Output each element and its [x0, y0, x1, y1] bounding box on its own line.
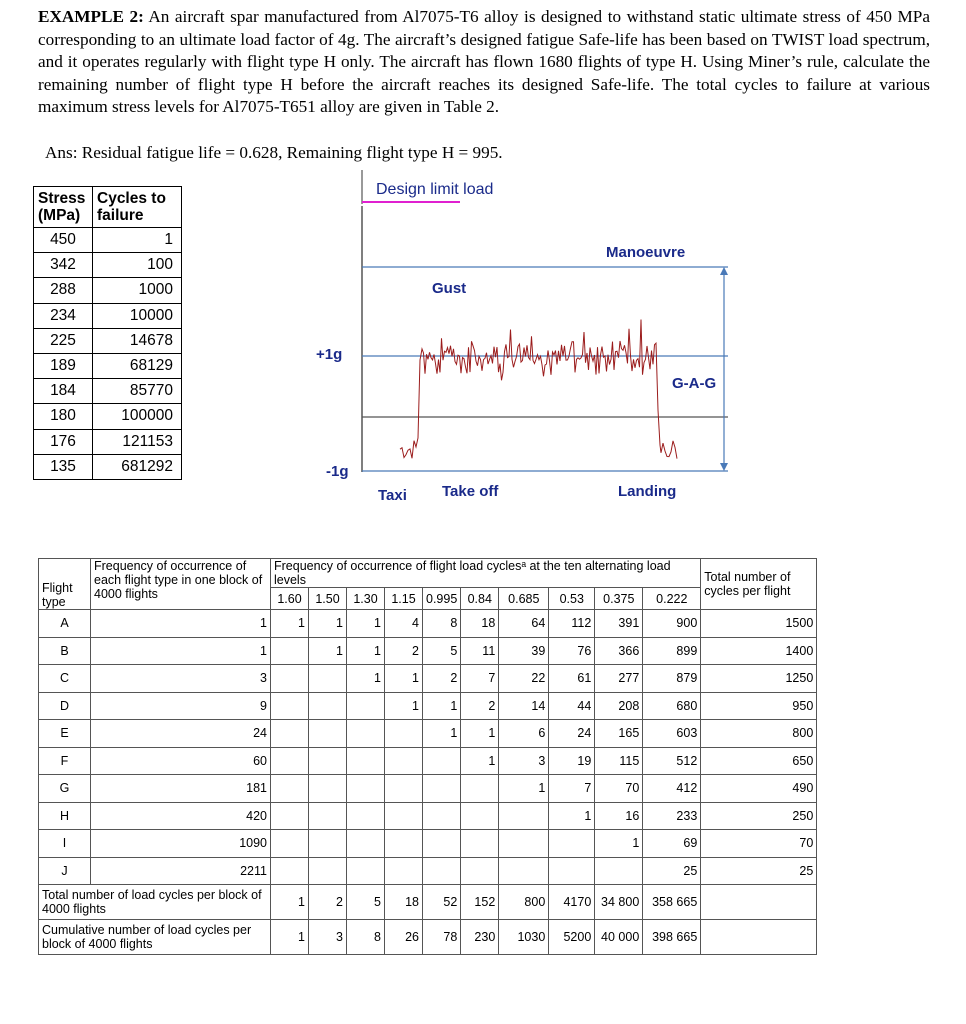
cycle-cell	[423, 747, 461, 775]
plus1g-label: +1g	[316, 346, 343, 363]
total-cell: 250	[701, 802, 817, 830]
cycles-cell: 1	[93, 228, 182, 253]
level-header: 0.995	[423, 588, 461, 610]
totals-row-value: 5	[347, 885, 385, 920]
cycle-cell	[423, 830, 461, 858]
cycle-cell: 879	[643, 665, 701, 693]
level-header: 0.685	[499, 588, 549, 610]
level-header: 1.60	[271, 588, 309, 610]
stress-cell: 176	[34, 429, 93, 454]
answer: Ans: Residual fatigue life = 0.628, Remaining flight type H = 995.	[45, 143, 503, 162]
total-cell: 1400	[701, 637, 817, 665]
cycle-cell	[385, 775, 423, 803]
totals-row-value: 4170	[549, 885, 595, 920]
flight-row	[39, 692, 817, 720]
table-row	[34, 379, 182, 404]
cycle-cell: 115	[595, 747, 643, 775]
totals-row-blank	[701, 885, 817, 920]
cycle-cell: 2	[385, 637, 423, 665]
stress-cell: 450	[34, 228, 93, 253]
totals-row-value: 52	[423, 885, 461, 920]
cycle-cell	[347, 747, 385, 775]
cycles-cell: 10000	[93, 303, 182, 328]
cycle-cell	[549, 830, 595, 858]
stress-cell: 180	[34, 404, 93, 429]
table-row	[34, 303, 182, 328]
frequency-header: Frequency of occurrence of each flight type in one block of 4000 flights	[91, 559, 271, 610]
frequency-cell: 1	[91, 637, 271, 665]
flight-row	[39, 610, 817, 638]
flight-row	[39, 747, 817, 775]
cycles-cell: 85770	[93, 379, 182, 404]
cycle-cell	[385, 802, 423, 830]
cycle-cell	[309, 802, 347, 830]
totals-row-value: 1	[271, 885, 309, 920]
total-cell: 650	[701, 747, 817, 775]
cycles-cell: 100	[93, 253, 182, 278]
cycle-cell: 3	[499, 747, 549, 775]
table-row	[34, 353, 182, 378]
cycle-cell: 277	[595, 665, 643, 693]
cycle-cell: 1	[461, 720, 499, 748]
cycle-cell	[499, 857, 549, 885]
cycles-cell: 100000	[93, 404, 182, 429]
cycle-cell	[271, 775, 309, 803]
twist-body	[39, 559, 817, 955]
cycle-cell: 39	[499, 637, 549, 665]
cycle-cell: 11	[461, 637, 499, 665]
cycle-cell	[385, 747, 423, 775]
stress-cell: 184	[34, 379, 93, 404]
design-limit-label: Design limit load	[376, 181, 494, 198]
table-row	[34, 228, 182, 253]
cycle-cell: 2	[423, 665, 461, 693]
cycle-cell	[347, 692, 385, 720]
levels-header: Frequency of occurrence of flight load cyclesᵃ at the ten alternating load levels	[271, 559, 701, 588]
cycle-cell: 899	[643, 637, 701, 665]
table-2	[33, 186, 182, 480]
cycle-cell: 24	[549, 720, 595, 748]
cycle-cell: 366	[595, 637, 643, 665]
flight-type-cell: G	[39, 775, 91, 803]
gag-arrow-head-top	[720, 267, 728, 275]
cycle-cell	[461, 775, 499, 803]
cycle-cell	[271, 802, 309, 830]
cycle-cell: 4	[385, 610, 423, 638]
cycle-cell: 603	[643, 720, 701, 748]
cycle-cell: 19	[549, 747, 595, 775]
stress-cell: 288	[34, 278, 93, 303]
flight-type-cell: J	[39, 857, 91, 885]
cycle-cell	[347, 802, 385, 830]
cycle-cell: 25	[643, 857, 701, 885]
table-row	[34, 278, 182, 303]
flight-row	[39, 665, 817, 693]
cycle-cell: 1	[309, 610, 347, 638]
cycle-cell	[461, 830, 499, 858]
cumulative-row-value: 26	[385, 920, 423, 955]
cycle-cell: 412	[643, 775, 701, 803]
cycle-cell	[309, 665, 347, 693]
cumulative-row-value: 398 665	[643, 920, 701, 955]
cycle-cell: 1	[461, 747, 499, 775]
cycle-cell: 8	[423, 610, 461, 638]
flight-type-cell: I	[39, 830, 91, 858]
cumulative-row	[39, 920, 817, 955]
cumulative-row-label: Cumulative number of load cycles per block of 4000 flights	[39, 920, 271, 955]
total-cell: 800	[701, 720, 817, 748]
total-cell: 490	[701, 775, 817, 803]
table-row	[34, 253, 182, 278]
frequency-cell: 1	[91, 610, 271, 638]
cumulative-row-value: 3	[309, 920, 347, 955]
cycle-cell	[549, 857, 595, 885]
cycle-cell: 1	[347, 637, 385, 665]
stress-cell: 135	[34, 454, 93, 479]
level-header: 1.15	[385, 588, 423, 610]
level-header: 0.53	[549, 588, 595, 610]
cycle-cell	[309, 857, 347, 885]
flight-type-cell: C	[39, 665, 91, 693]
cycle-cell	[423, 857, 461, 885]
cycle-cell	[309, 720, 347, 748]
frequency-cell: 60	[91, 747, 271, 775]
cycle-cell	[461, 802, 499, 830]
stress-cell: 189	[34, 353, 93, 378]
flight-row	[39, 830, 817, 858]
load-signal	[400, 320, 677, 459]
cycle-cell: 22	[499, 665, 549, 693]
cycle-cell: 1	[499, 775, 549, 803]
cycle-cell: 18	[461, 610, 499, 638]
flight-type-cell: B	[39, 637, 91, 665]
cycle-cell: 1	[385, 665, 423, 693]
cycle-cell	[271, 692, 309, 720]
totals-row-value: 152	[461, 885, 499, 920]
total-cell: 25	[701, 857, 817, 885]
cycle-cell	[271, 857, 309, 885]
cycle-cell	[309, 692, 347, 720]
frequency-cell: 1090	[91, 830, 271, 858]
cycles-cell: 14678	[93, 328, 182, 353]
taxi-label: Taxi	[378, 487, 407, 504]
cycle-cell	[347, 830, 385, 858]
frequency-cell: 24	[91, 720, 271, 748]
table-2-body	[34, 228, 182, 480]
load-spectrum-diagram	[300, 170, 740, 510]
flight-row	[39, 720, 817, 748]
cycle-cell	[385, 857, 423, 885]
total-cell: 1250	[701, 665, 817, 693]
flight-type-cell: E	[39, 720, 91, 748]
cumulative-row-value: 1	[271, 920, 309, 955]
cycle-cell: 1	[309, 637, 347, 665]
table-row	[34, 429, 182, 454]
total-header: Total number of cycles per flight	[701, 559, 817, 610]
stress-header: Stress (MPa)	[34, 187, 93, 228]
level-header: 0.222	[643, 588, 701, 610]
cumulative-row-value: 1030	[499, 920, 549, 955]
cumulative-row-blank	[701, 920, 817, 955]
cycles-cell: 68129	[93, 353, 182, 378]
totals-row-value: 18	[385, 885, 423, 920]
cycle-cell: 16	[595, 802, 643, 830]
totals-row-value: 34 800	[595, 885, 643, 920]
cycle-cell: 1	[595, 830, 643, 858]
cycle-cell: 5	[423, 637, 461, 665]
cycle-cell	[347, 720, 385, 748]
frequency-cell: 2211	[91, 857, 271, 885]
totals-row-value: 2	[309, 885, 347, 920]
cycles-cell: 121153	[93, 429, 182, 454]
cycle-cell: 1	[271, 610, 309, 638]
table-row	[34, 328, 182, 353]
totals-row-value: 800	[499, 885, 549, 920]
total-cell: 950	[701, 692, 817, 720]
frequency-cell: 420	[91, 802, 271, 830]
frequency-cell: 181	[91, 775, 271, 803]
flight-type-header: Flight type	[39, 559, 91, 610]
cycle-cell: 208	[595, 692, 643, 720]
flight-type-cell: F	[39, 747, 91, 775]
cumulative-row-value: 8	[347, 920, 385, 955]
cycle-cell: 1	[423, 720, 461, 748]
total-cell: 1500	[701, 610, 817, 638]
manoeuvre-label: Manoeuvre	[606, 244, 686, 261]
table-row	[34, 404, 182, 429]
cycle-cell	[271, 720, 309, 748]
cycle-cell	[271, 665, 309, 693]
level-header: 1.50	[309, 588, 347, 610]
cycle-cell	[385, 830, 423, 858]
level-header: 0.375	[595, 588, 643, 610]
cycle-cell: 1	[423, 692, 461, 720]
cycle-cell	[347, 857, 385, 885]
cycle-cell: 6	[499, 720, 549, 748]
flight-row	[39, 637, 817, 665]
cycle-cell	[595, 857, 643, 885]
cycle-cell: 512	[643, 747, 701, 775]
cycle-cell	[385, 720, 423, 748]
cycle-cell	[499, 830, 549, 858]
cycle-cell: 680	[643, 692, 701, 720]
stress-cell: 234	[34, 303, 93, 328]
cumulative-row-value: 230	[461, 920, 499, 955]
totals-row-value: 358 665	[643, 885, 701, 920]
frequency-cell: 9	[91, 692, 271, 720]
flight-row	[39, 775, 817, 803]
cycle-cell: 1	[549, 802, 595, 830]
table-row	[34, 454, 182, 479]
example-label: EXAMPLE 2:	[38, 7, 144, 26]
minus1g-label: -1g	[326, 463, 349, 480]
cycle-cell: 165	[595, 720, 643, 748]
level-header: 1.30	[347, 588, 385, 610]
stress-cell: 342	[34, 253, 93, 278]
cycles-cell: 681292	[93, 454, 182, 479]
flight-row	[39, 802, 817, 830]
cycle-cell: 2	[461, 692, 499, 720]
landing-label: Landing	[618, 483, 677, 500]
flight-type-cell: D	[39, 692, 91, 720]
cumulative-row-value: 5200	[549, 920, 595, 955]
totals-row	[39, 885, 817, 920]
cycle-cell: 44	[549, 692, 595, 720]
cycle-cell: 1	[385, 692, 423, 720]
cycle-cell: 7	[549, 775, 595, 803]
cycle-cell	[271, 747, 309, 775]
cycle-cell: 61	[549, 665, 595, 693]
problem-statement	[38, 6, 930, 119]
cycle-cell: 7	[461, 665, 499, 693]
cycle-cell: 69	[643, 830, 701, 858]
cycle-cell	[347, 775, 385, 803]
flight-type-cell: H	[39, 802, 91, 830]
flight-row	[39, 857, 817, 885]
cycles-cell: 1000	[93, 278, 182, 303]
cycle-cell: 14	[499, 692, 549, 720]
problem-text: An aircraft spar manufactured from Al7075-T6 alloy is designed to withstand static ultimate stress of 450 MPa corresponding to an ultimate load factor of 4g. The aircraft’s designed fatigue Safe-life has been based on TWIST load spectrum, and it operates regularly with flight type H only. The aircraft has flown 1680 flights of type H. Using Miner’s rule, calculate the remaining number of flight type H before the aircraft reaches its designed Safe-life. The total cycles to failure at various maximum stress levels for Al7075-T651 alloy are given in Table 2.	[38, 7, 930, 117]
cycle-cell: 391	[595, 610, 643, 638]
cycle-cell	[461, 857, 499, 885]
cycle-cell	[271, 637, 309, 665]
cycle-cell: 64	[499, 610, 549, 638]
twist-spectrum-table	[38, 558, 817, 955]
cycle-cell	[423, 775, 461, 803]
cumulative-row-value: 78	[423, 920, 461, 955]
level-header: 0.84	[461, 588, 499, 610]
frequency-cell: 3	[91, 665, 271, 693]
cycle-cell	[499, 802, 549, 830]
totals-row-label: Total number of load cycles per block of 4000 flights	[39, 885, 271, 920]
cycle-cell	[309, 747, 347, 775]
cumulative-row-value: 40 000	[595, 920, 643, 955]
gust-label: Gust	[432, 280, 467, 297]
cycle-cell: 76	[549, 637, 595, 665]
cycle-cell	[271, 830, 309, 858]
cycle-cell	[423, 802, 461, 830]
cycle-cell: 1	[347, 610, 385, 638]
takeoff-label: Take off	[442, 483, 499, 500]
cycle-cell: 112	[549, 610, 595, 638]
flight-type-cell: A	[39, 610, 91, 638]
gag-arrow-head-bottom	[720, 463, 728, 471]
total-cell: 70	[701, 830, 817, 858]
gag-label: G-A-G	[672, 375, 717, 392]
cycle-cell	[309, 830, 347, 858]
cycle-cell: 233	[643, 802, 701, 830]
cycle-cell: 70	[595, 775, 643, 803]
cycle-cell: 1	[347, 665, 385, 693]
cycles-header: Cycles to failure	[93, 187, 182, 228]
cycle-cell: 900	[643, 610, 701, 638]
stress-cell: 225	[34, 328, 93, 353]
cycle-cell	[309, 775, 347, 803]
